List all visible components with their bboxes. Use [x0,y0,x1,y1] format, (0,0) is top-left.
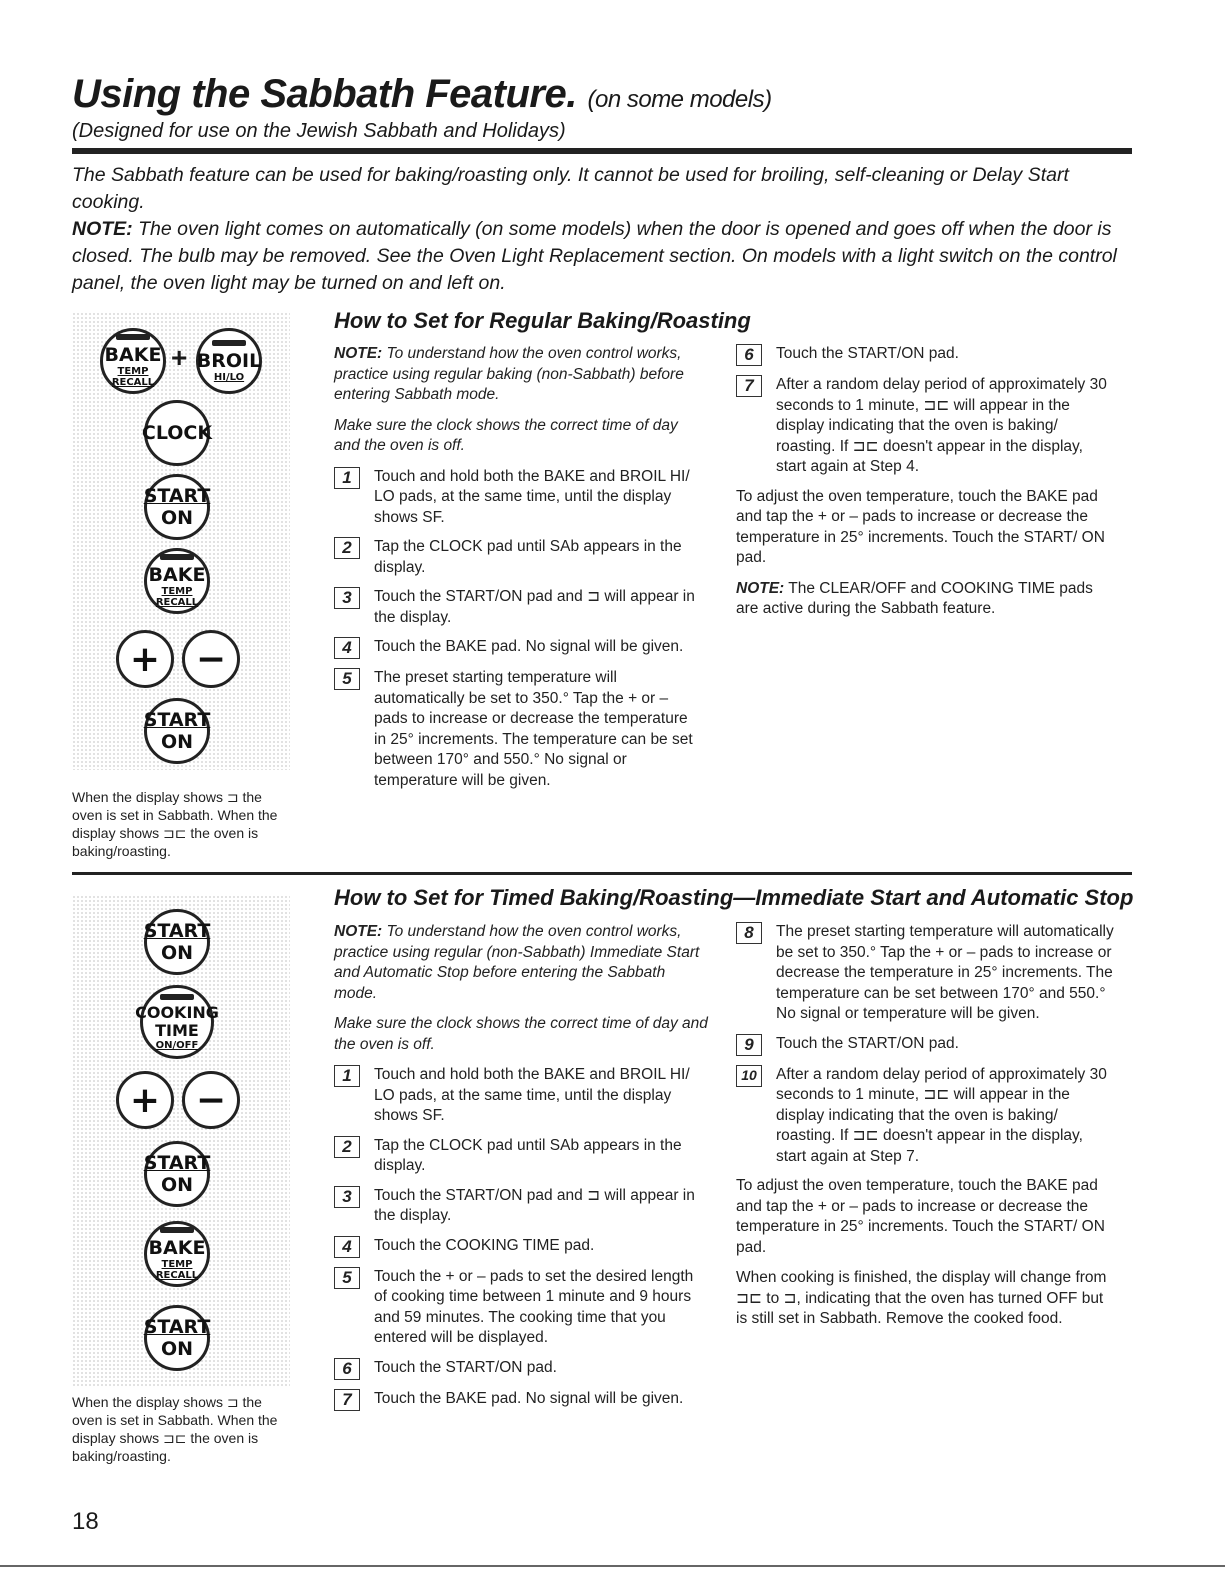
step-item: 7 Touch the BAKE pad. No signal will be given. [334,1389,710,1411]
step-item: 2 Tap the CLOCK pad until SAb appears in the display. [334,537,696,578]
start-pad-2: START ON [144,1141,210,1207]
section2-clock-note: Make sure the clock shows the correct time of day and the oven is off. [334,1015,708,1053]
minus-pad: − [182,630,240,688]
section1-right-column [736,344,1116,630]
step-item: 5 The preset starting temperature will automatically be set to 350.° Tap the + or – pads to increase or decrease the temperature in 25° increments. The temperature can be set between 170° and 550.° No signal or temperature will be given. [334,668,696,791]
section1-adjust: To adjust the oven temperature, touch the BAKE pad and tap the + or – pads to increase or decrease the temperature in 25° increments. Touch the START/ ON pad. [736,487,1105,566]
section1-note-label: NOTE: [334,345,383,362]
intro-note-label: NOTE: [72,218,133,240]
cooking-time-pad: COOKING TIME ON/OFF [140,985,214,1059]
step-item: 1 Touch and hold both the BAKE and BROIL HI/ LO pads, at the same time, until the display shows SF. [334,467,696,529]
start-pad-3: START ON [144,1305,210,1371]
section2-heading: How to Set for Timed Baking/Roasting—Immediate Start and Automatic Stop [334,885,1134,910]
step-item: 4 Touch the COOKING TIME pad. [334,1236,710,1258]
bottom-rule [0,1565,1225,1567]
step-item: 6 Touch the START/ON pad. [736,344,1116,366]
section1-note: To understand how the oven control works, practice using regular baking (non-Sabbath) before entering Sabbath mode. [334,345,684,403]
page-subtitle: (Designed for use on the Jewish Sabbath and Holidays) [72,120,566,142]
step-item: 10 After a random delay period of approximately 30 seconds to 1 minute, ⊐⊏ will appear in the display indicating that the oven is baking/ roasting. If ⊐⊏ doesn't appear in the display, start again at Step 7. [736,1065,1116,1168]
section1-heading: How to Set for Regular Baking/Roasting [334,308,751,333]
step-item: 3 Touch the START/ON pad and ⊐ will appear in the display. [334,1186,710,1227]
step-item: 4 Touch the BAKE pad. No signal will be given. [334,637,696,659]
step-item: 6 Touch the START/ON pad. [334,1358,710,1380]
section1-note2-label: NOTE: [736,579,785,597]
section2-adjust: To adjust the oven temperature, touch the BAKE pad and tap the + or – pads to increase or decrease the temperature in 25° increments. Touch the START/ ON pad. [736,1177,1105,1256]
intro-text: The Sabbath feature can be used for baking/roasting only. It cannot be used for broiling, self-cleaning or Delay Start cooking. [72,164,1069,213]
title-suffix: (on some models) [587,86,772,113]
step-item: 8 The preset starting temperature will automatically be set to 350.° Tap the + or – pads to increase or decrease the temperature in 25° increments. The temperature can be set between 170° and 550.° No signal or temperature will be given. [736,922,1116,1025]
start-pad-2: START ON [144,698,210,764]
step-item: 3 Touch the START/ON pad and ⊐ will appear in the display. [334,587,696,628]
page-title [72,72,772,117]
header-rule [72,148,1132,154]
bake-pad-2: BAKE TEMP RECALL [144,548,210,614]
step-item: 1 Touch and hold both the BAKE and BROIL HI/ LO pads, at the same time, until the display shows SF. [334,1065,710,1127]
plus-pad: + [116,1071,174,1129]
step-item: 7 After a random delay period of approximately 30 seconds to 1 minute, ⊐⊏ will appear in the display indicating that the oven is baking/ roasting. If ⊐⊏ doesn't appear in the display, start again at Step 4. [736,375,1116,478]
start-pad: START ON [144,909,210,975]
caption-1: When the display shows ⊐ the oven is set in Sabbath. When the display shows ⊐⊏ the oven is baking/roasting. [72,789,278,859]
section1-note2: The CLEAR/OFF and COOKING TIME pads are active during the Sabbath feature. [736,579,1093,617]
section2-finished: When cooking is finished, the display will change from ⊐⊏ to ⊐, indicating that the oven has turned OFF but is still set in Sabbath. Remove the cooked food. [736,1269,1107,1327]
control-panel-1 [72,312,290,770]
title-main: Using the Sabbath Feature. [72,72,577,116]
bake-pad: BAKE TEMP RECALL [100,328,166,394]
step-item: 5 Touch the + or – pads to set the desired length of cooking time between 1 minute and 9 hours and 59 minutes. The cooking time that you entered will be displayed. [334,1267,710,1349]
clock-pad: CLOCK [144,400,210,466]
section-divider [72,872,1132,875]
start-pad: START ON [144,474,210,540]
minus-pad: − [182,1071,240,1129]
intro-note-text: The oven light comes on automatically (on some models) when the door is opened and goes off when the door is closed. The bulb may be removed. See the Oven Light Replacement section. On models with a light switch on the control panel, the oven light may be turned on and left on. [72,218,1117,294]
step-item: 9 Touch the START/ON pad. [736,1034,1116,1056]
bake-pad: BAKE TEMP RECALL [144,1221,210,1287]
caption-2: When the display shows ⊐ the oven is set in Sabbath. When the display shows ⊐⊏ the oven is baking/roasting. [72,1394,278,1464]
intro-note [72,216,1132,297]
section1-clock-note: Make sure the clock shows the correct time of day and the oven is off. [334,416,678,454]
broil-pad: BROIL HI/LO [196,328,262,394]
section1-left-column [334,344,696,800]
page-number: 18 [72,1508,99,1535]
section2-left-column [334,922,710,1420]
section2-right-column [736,922,1116,1340]
plus-sign: + [171,342,188,373]
section2-note-label: NOTE: [334,923,383,940]
section2-note: To understand how the oven control works, practice using regular (non-Sabbath) Immediate Start and Automatic Stop before entering the Sabbath mode. [334,923,700,1002]
step-item: 2 Tap the CLOCK pad until SAb appears in the display. [334,1136,710,1177]
plus-pad: + [116,630,174,688]
control-panel-2 [72,895,290,1387]
